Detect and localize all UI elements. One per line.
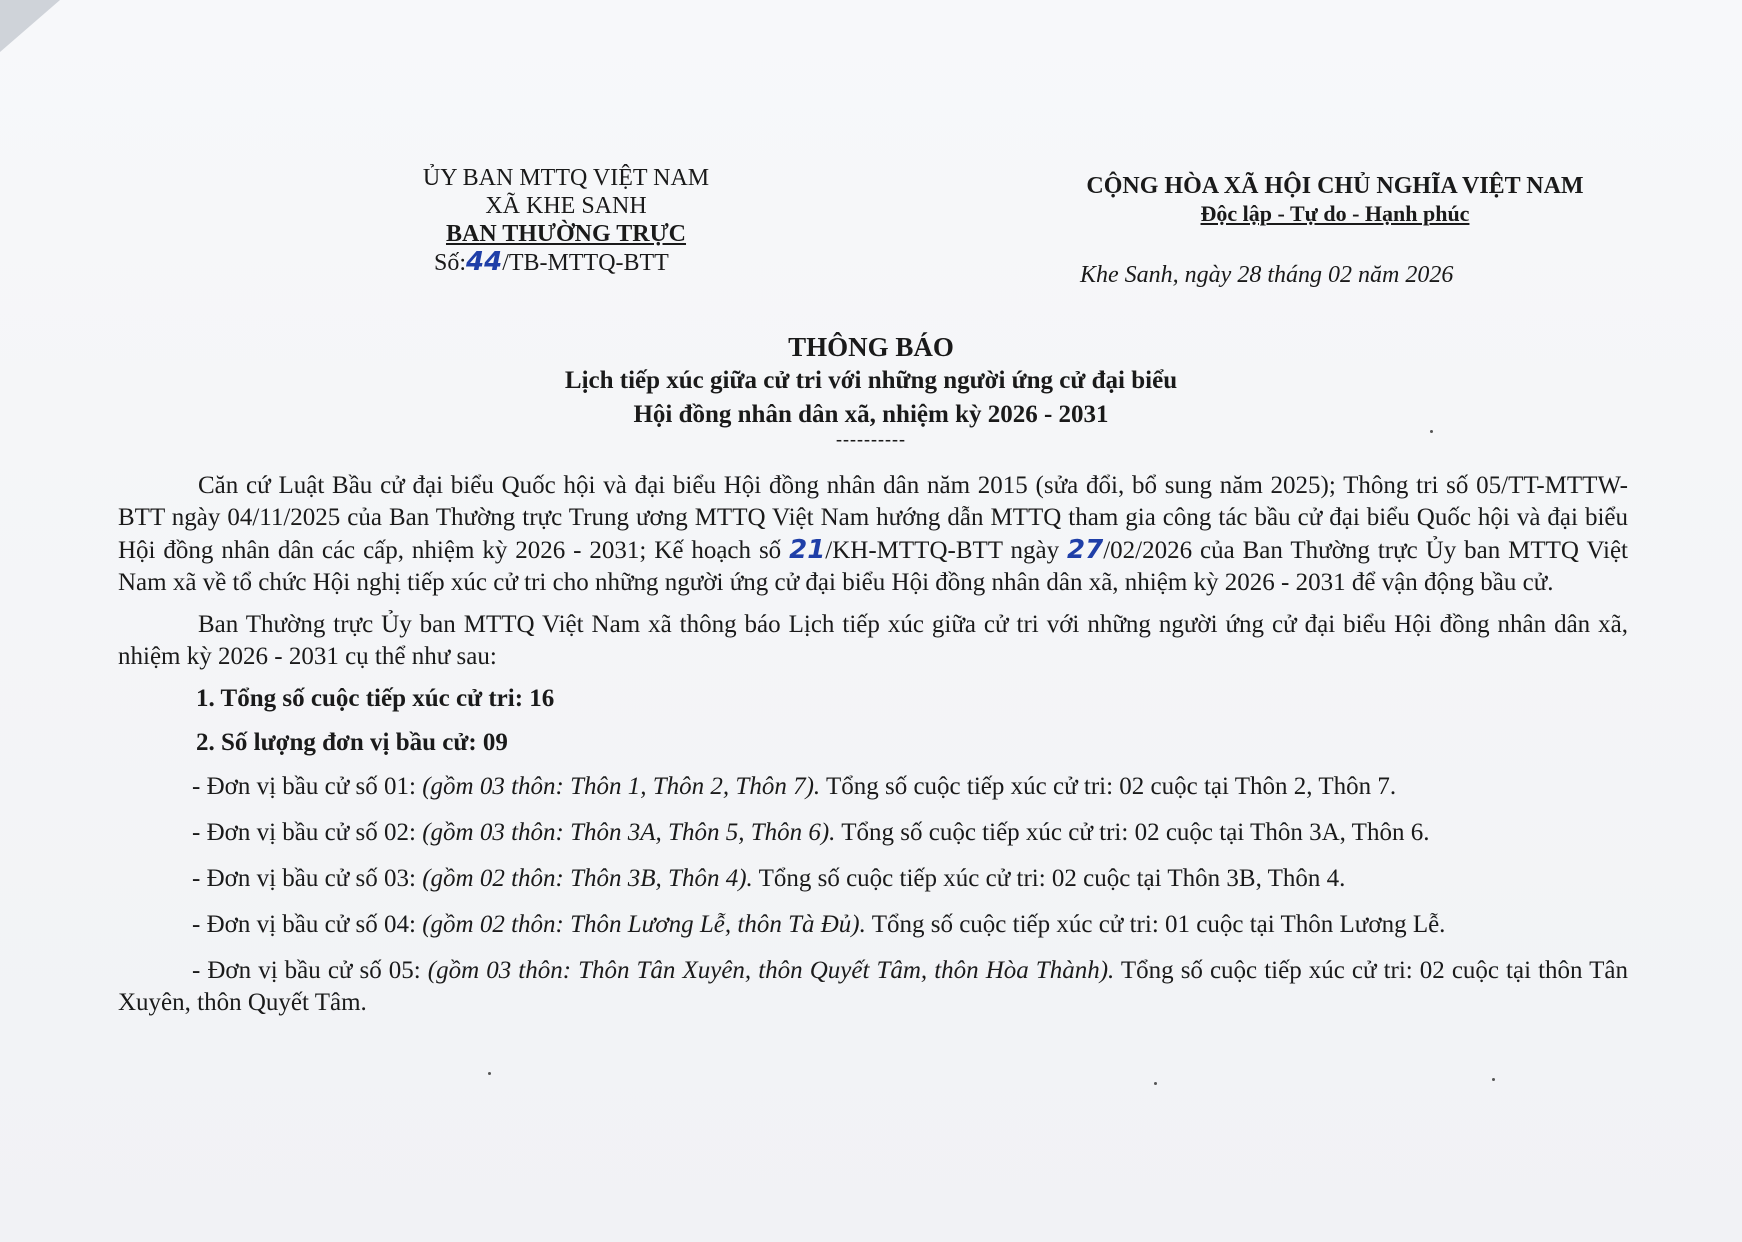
document-number	[396, 248, 736, 277]
title-divider: ----------	[836, 429, 906, 449]
document-subtitle-1: Lịch tiếp xúc giữa cử tri với những người ứng cử đại biểu	[564, 367, 1178, 394]
scan-speck	[1492, 1078, 1495, 1081]
document-subtitle-2: Hội đồng nhân dân xã, nhiệm kỳ 2026 - 2031	[633, 401, 1109, 428]
announcement-paragraph: Ban Thường trực Ủy ban MTTQ Việt Nam xã thông báo Lịch tiếp xúc giữa cử tri với những người ứng cử đại biểu Hội đồng nhân dân xã, nhiệm kỳ 2026 - 2031 cụ thể như sau:	[118, 611, 1628, 670]
unit-lead: - Đơn vị bầu cử số 04:	[192, 911, 423, 938]
document-title-block	[300, 330, 1442, 449]
folded-corner	[0, 0, 60, 52]
electoral-unit-item	[118, 817, 1628, 849]
unit-lead: - Đơn vị bầu cử số 02:	[192, 819, 423, 846]
unit-villages: (gồm 02 thôn: Thôn 3B, Thôn 4).	[422, 865, 753, 892]
national-motto-header	[1040, 172, 1630, 228]
unit-villages: (gồm 03 thôn: Thôn Tân Xuyên, thôn Quyết Tâm, thôn Hòa Thành).	[427, 957, 1115, 984]
unit-meetings: Tổng số cuộc tiếp xúc cử tri: 02 cuộc tại Thôn 2, Thôn 7.	[820, 773, 1397, 800]
unit-villages: (gồm 03 thôn: Thôn 3A, Thôn 5, Thôn 6).	[422, 819, 836, 846]
electoral-unit-item	[118, 909, 1628, 941]
electoral-unit-item	[118, 955, 1628, 1019]
legal-basis-paragraph	[118, 470, 1628, 599]
agency-line-1: ỦY BAN MTTQ VIỆT NAM	[422, 165, 710, 191]
scan-speck	[488, 1072, 491, 1075]
national-motto: Độc lập - Tự do - Hạnh phúc	[1200, 201, 1470, 226]
country-name: CỘNG HÒA XÃ HỘI CHỦ NGHĨA VIỆT NAM	[1086, 173, 1584, 199]
unit-lead: - Đơn vị bầu cử số 03:	[192, 865, 423, 892]
unit-villages: (gồm 02 thôn: Thôn Lương Lễ, thôn Tà Đủ).	[422, 911, 866, 938]
unit-meetings: Tổng số cuộc tiếp xúc cử tri: 02 cuộc tại Thôn 3B, Thôn 4.	[752, 865, 1346, 892]
unit-meetings: Tổng số cuộc tiếp xúc cử tri: 02 cuộc tại Thôn 3A, Thôn 6.	[835, 819, 1430, 846]
plan-day-handwritten: 27	[1067, 535, 1104, 565]
document-number-prefix: Số:	[434, 250, 467, 276]
document-number-suffix: /TB-MTTQ-BTT	[502, 250, 669, 276]
electoral-unit-item	[118, 771, 1628, 803]
plan-number-handwritten: 21	[789, 535, 826, 565]
document-title: THÔNG BÁO	[788, 332, 954, 362]
agency-line-2: XÃ KHE SANH	[485, 193, 647, 219]
unit-meetings: Tổng số cuộc tiếp xúc cử tri: 01 cuộc tại Thôn Lương Lễ.	[865, 911, 1446, 938]
unit-lead: - Đơn vị bầu cử số 01:	[192, 773, 423, 800]
issuing-agency-header	[396, 164, 736, 277]
unit-meetings: Tổng số cuộc tiếp xúc cử tri: 02 cuộc tại thôn Tân Xuyên, thôn Quyết Tâm.	[118, 957, 1628, 1016]
paragraph1-part3: /02/2026 của Ban Thường trực Ủy ban MTTQ Việt Nam xã về tổ chức Hội nghị tiếp xúc cử tri cho những người ứng cử đại biểu Hội đồng nhân dân xã, nhiệm kỳ 2026 - 2031 để vận động bầu cử.	[118, 537, 1628, 596]
document-number-handwritten: 44	[466, 247, 503, 277]
paragraph1-part1: Căn cứ Luật Bầu cử đại biểu Quốc hội và đại biểu Hội đồng nhân dân năm 2015 (sửa đổi, bổ sung năm 2025); Thông tri số 05/TT-MTTW-BTT ngày 04/11/2025 của Ban Thường trực Trung ương MTTQ Việt Nam hướng dẫn MTTQ tham gia công tác bầu cử đại biểu Quốc hội và đại biểu Hội đồng nhân dân các cấp, nhiệm kỳ 2026 - 2031; Kế hoạch số	[118, 472, 1628, 564]
unit-lead: - Đơn vị bầu cử số 05:	[192, 957, 428, 984]
place-date-line: Khe Sanh, ngày 28 tháng 02 năm 2026	[1080, 262, 1454, 288]
agency-line-3: BAN THƯỜNG TRỰC	[445, 221, 687, 247]
paragraph1-part2: /KH-MTTQ-BTT ngày	[825, 537, 1068, 564]
document-body	[118, 470, 1628, 1033]
unit-villages: (gồm 03 thôn: Thôn 1, Thôn 2, Thôn 7).	[422, 773, 821, 800]
scan-speck	[1430, 430, 1433, 433]
section-total-meetings: 1. Tổng số cuộc tiếp xúc cử tri: 16	[196, 685, 555, 712]
section-electoral-units: 2. Số lượng đơn vị bầu cử: 09	[196, 729, 508, 756]
electoral-unit-item	[118, 863, 1628, 895]
scan-speck	[1154, 1082, 1157, 1085]
